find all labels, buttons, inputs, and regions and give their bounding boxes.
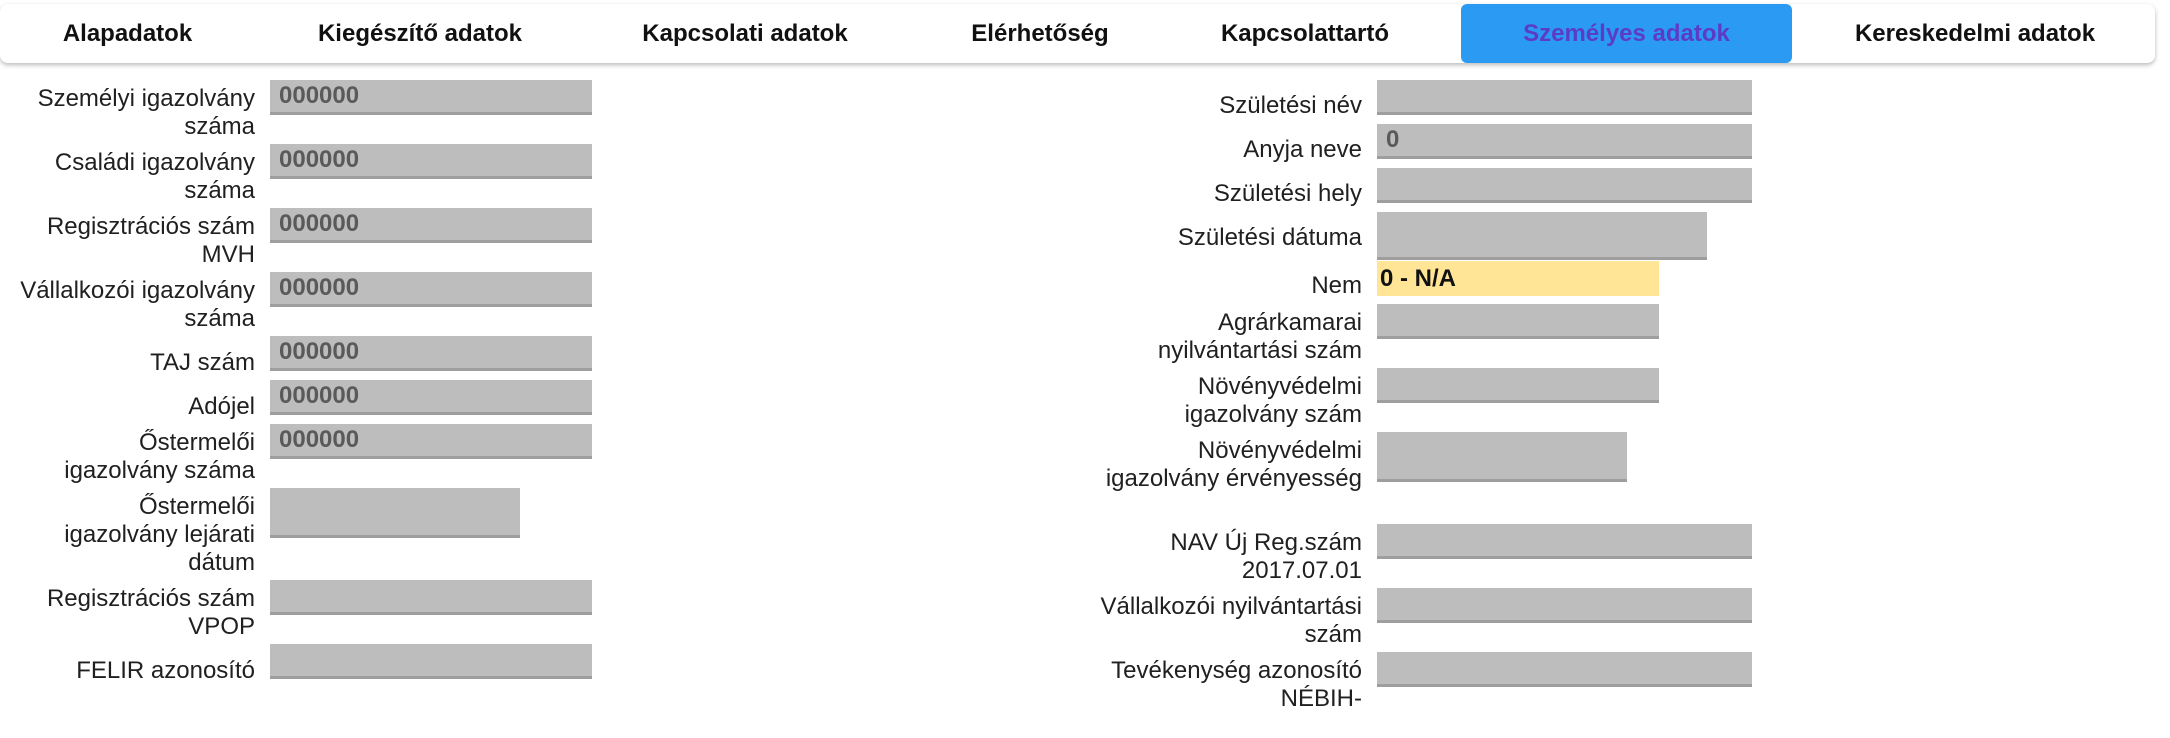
- input-regisztracios-szam-mvh[interactable]: 000000: [270, 208, 592, 243]
- input-felir-azonosito[interactable]: [270, 644, 592, 679]
- label-nav-uj-reg-szam: NAV Új Reg.szám 2017.07.01: [1170, 529, 1362, 584]
- label-novenyvedelmi-ervenyesseg: Növényvédelmi igazolvány érvényesség: [1105, 437, 1362, 492]
- label-regisztracios-szam-vpop: Regisztrációs szám VPOP: [46, 585, 255, 640]
- input-agrarkamarai-szam[interactable]: [1377, 304, 1659, 339]
- input-ostermeloi-igazolvany[interactable]: 000000: [270, 424, 592, 459]
- label-novenyvedelmi-szam: Növényvédelmi igazolvány szám: [1184, 373, 1362, 428]
- label-csaladi-igazolvany: Családi igazolvány száma: [54, 149, 255, 204]
- tab-elerhetoseg[interactable]: Elérhetőség: [971, 19, 1109, 47]
- tab-bar: [0, 4, 2155, 63]
- input-szemelyi-igazolvany[interactable]: 000000: [270, 80, 592, 115]
- tab-kiegeszito-adatok[interactable]: Kiegészítő adatok: [317, 19, 523, 47]
- input-nav-uj-reg-szam[interactable]: [1377, 524, 1752, 559]
- input-szuletesi-nev[interactable]: [1377, 80, 1752, 115]
- tab-kapcsolati-adatok[interactable]: Kapcsolati adatok: [642, 19, 848, 47]
- input-adojel[interactable]: 000000: [270, 380, 592, 415]
- tab-szemelyes-adatok[interactable]: Személyes adatok: [1461, 4, 1792, 63]
- label-felir-azonosito: FELIR azonosító: [76, 657, 255, 684]
- label-agrarkamarai-szam: Agrárkamarai nyilvántartási szám: [1157, 309, 1362, 364]
- label-vallalkozoi-igazolvany: Vállalkozói igazolvány száma: [20, 277, 255, 332]
- label-ostermeloi-igazolvany: Őstermelői igazolvány száma: [64, 429, 255, 484]
- label-tevekenyseg-azonosito: Tevékenység azonosító NÉBIH-: [1111, 657, 1362, 712]
- label-szuletesi-datuma: Születési dátuma: [1177, 224, 1362, 251]
- input-csaladi-igazolvany[interactable]: 000000: [270, 144, 592, 179]
- input-tevekenyseg-azonosito[interactable]: [1377, 652, 1752, 687]
- select-nem[interactable]: 0 - N/A: [1377, 261, 1659, 296]
- input-ostermeloi-lejarati-datum[interactable]: [270, 488, 520, 538]
- label-vallalkozoi-nyilvantartasi-szam: Vállalkozói nyilvántartási szám: [1100, 593, 1362, 648]
- label-szemelyi-igazolvany: Személyi igazolvány száma: [37, 85, 255, 140]
- input-regisztracios-szam-vpop[interactable]: [270, 580, 592, 615]
- label-taj-szam: TAJ szám: [150, 349, 255, 376]
- label-adojel: Adójel: [188, 393, 255, 420]
- input-taj-szam[interactable]: 000000: [270, 336, 592, 371]
- input-novenyvedelmi-ervenyesseg[interactable]: [1377, 432, 1627, 482]
- input-novenyvedelmi-szam[interactable]: [1377, 368, 1659, 403]
- label-nem: Nem: [1311, 272, 1362, 299]
- tab-kereskedelmi-adatok[interactable]: Kereskedelmi adatok: [1854, 19, 2096, 47]
- label-szuletesi-nev: Születési név: [1219, 92, 1362, 119]
- tab-alapadatok[interactable]: Alapadatok: [62, 19, 193, 47]
- input-szuletesi-hely[interactable]: [1377, 168, 1752, 203]
- label-regisztracios-szam-mvh: Regisztrációs szám MVH: [46, 213, 255, 268]
- input-szuletesi-datuma[interactable]: [1377, 212, 1707, 260]
- label-szuletesi-hely: Születési hely: [1213, 180, 1362, 207]
- input-anyja-neve[interactable]: 0: [1377, 124, 1752, 159]
- input-vallalkozoi-nyilvantartasi-szam[interactable]: [1377, 588, 1752, 623]
- label-ostermeloi-lejarati-datum: Őstermelői igazolvány lejárati dátum: [64, 493, 255, 576]
- input-vallalkozoi-igazolvany[interactable]: 000000: [270, 272, 592, 307]
- label-anyja-neve: Anyja neve: [1243, 136, 1362, 163]
- tab-kapcsolattarto[interactable]: Kapcsolattartó: [1220, 19, 1390, 47]
